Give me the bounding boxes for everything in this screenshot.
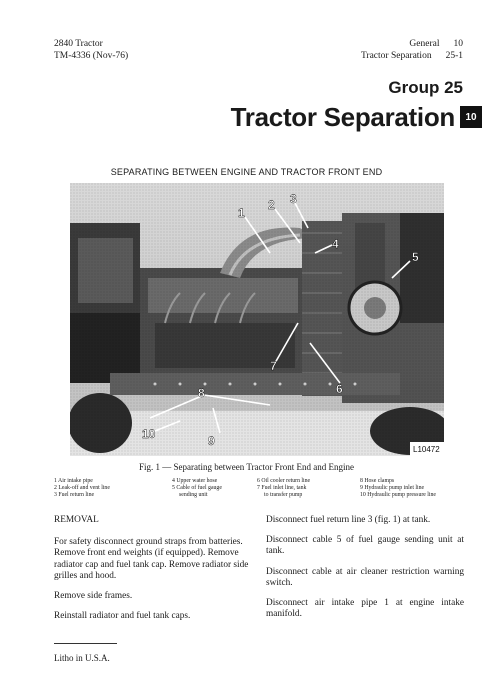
figure-ref-code: L10472 [413,445,440,454]
tractor-model: 2840 Tractor [54,39,103,49]
legend-col-2 [172,478,222,498]
legend-item: 3 Fuel return line [54,491,95,498]
figure-caption: Fig. 1 — Separating between Tractor Front End and Engine [139,462,354,472]
legend-col-1 [54,478,110,498]
callout-5: 5 [412,250,419,264]
removal-heading: REMOVAL [54,515,99,525]
legend-item: 1 Air intake pipe [54,478,93,484]
callout-4: 4 [332,237,339,251]
legend-item: 5 Cable of fuel gauge [172,484,222,491]
paragraph: Disconnect cable 5 of fuel gauge sending unit at tank. [266,535,464,557]
legend-item: 8 Hose clamps [360,478,395,484]
callout-2: 2 [268,198,275,212]
page-title: Tractor Separation [230,102,455,132]
header-left [54,38,128,62]
manual-number: TM-4336 (Nov-76) [54,51,129,61]
legend-item: to transfer pump [264,491,303,498]
paragraph: Reinstall radiator and fuel tank caps. [54,611,191,622]
callout-9: 9 [208,434,215,448]
legend-item: 6 Oil cooler return line [257,478,311,484]
paragraph: Disconnect air intake pipe 1 at engine intake manifold. [266,598,464,620]
group-label: Group 25 [388,78,463,97]
legend-item: 2 Leak-off and vent line [54,484,110,491]
callout-8: 8 [198,386,205,400]
footer-text: Litho in U.S.A. [54,653,110,663]
section-name: General [409,39,440,49]
callout-7: 7 [270,359,277,373]
page-number: 25-1 [445,51,463,61]
legend-item: 4 Upper water hose [172,478,218,484]
figure-photo [70,183,444,456]
paragraph: Disconnect cable at air cleaner restriction warning switch. [266,566,464,588]
legend-item: 7 Fuel inlet line, tank [257,484,307,491]
legend-col-4 [360,478,436,498]
legend-item: sending unit [179,491,208,498]
section-tab: 10 [460,106,482,128]
footer-rule [54,643,117,644]
legend-item: 9 Hydraulic pump inlet line [360,484,425,491]
right-column [266,515,464,629]
callout-3: 3 [290,192,297,206]
subsection-name: Tractor Separation [360,51,432,61]
header-right [361,38,463,62]
callout-1: 1 [238,206,245,220]
paragraph: Remove side frames. [54,591,133,602]
section-number: 10 [453,39,463,49]
callout-6: 6 [336,382,343,396]
paragraph: Disconnect fuel return line 3 (fig. 1) at tank. [266,515,431,525]
legend-item: 10 Hydraulic pump pressure line [360,491,436,498]
paragraph: For safety disconnect ground straps from batteries. Remove front end weights (if equipped). Remove radiator cap and fuel tank cap. Remove radiator side grilles and hood. [54,537,249,581]
legend-col-3 [257,478,310,498]
left-column [54,515,257,631]
section-heading: SEPARATING BETWEEN ENGINE AND TRACTOR FRONT END [110,167,383,177]
callout-10: 10 [142,427,156,441]
